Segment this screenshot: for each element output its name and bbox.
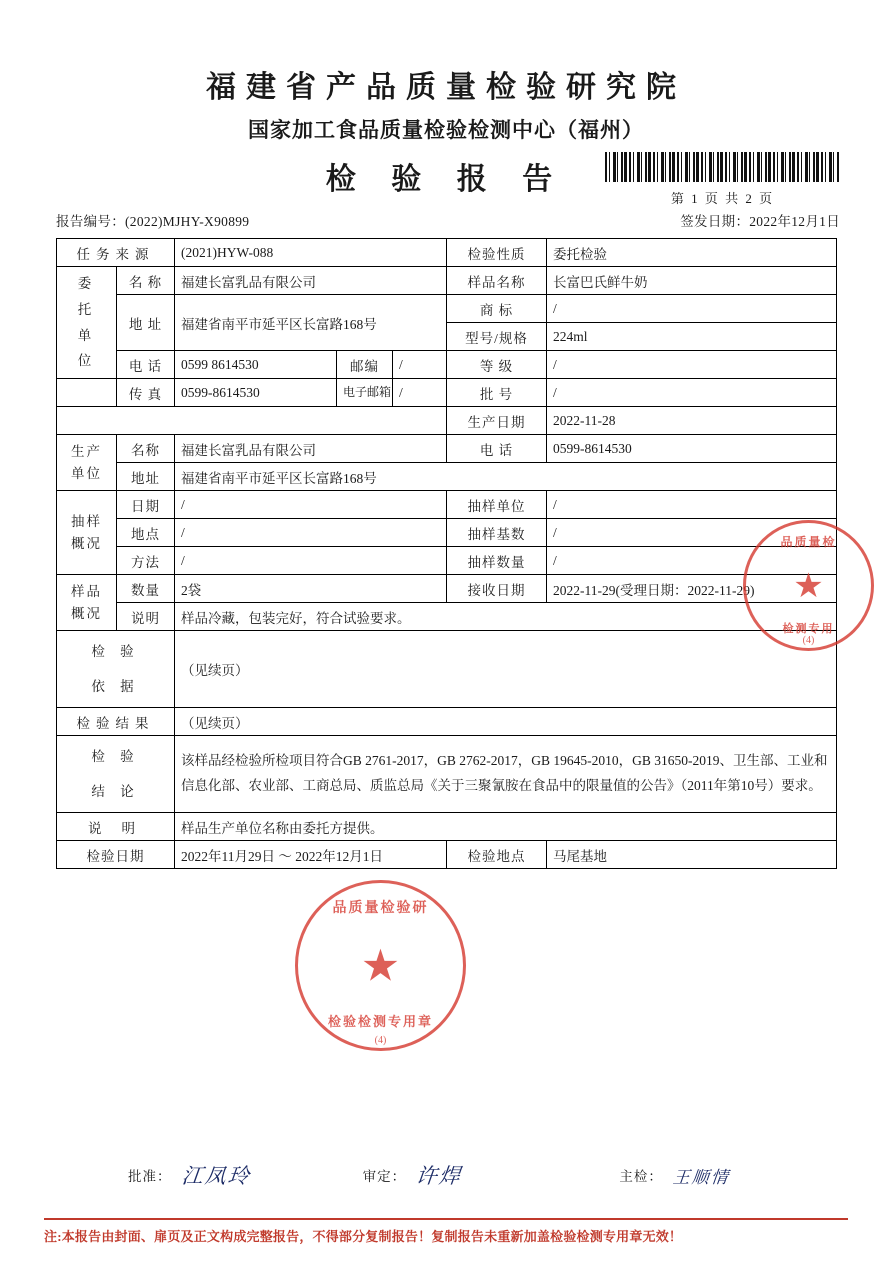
tr-basis bbox=[57, 631, 837, 708]
tr-client-address bbox=[57, 295, 837, 323]
page-number: 第 1 页 共 2 页 bbox=[670, 191, 775, 206]
value-sampling-date: / bbox=[175, 491, 447, 519]
tr-producer-addr bbox=[57, 463, 837, 491]
value-sampling-qty: / bbox=[547, 547, 837, 575]
label-sample-block: 样品 概况 bbox=[57, 575, 117, 631]
value-client-fax: 0599-8614530 bbox=[175, 379, 337, 407]
value-client-address: 福建省南平市延平区长富路168号 bbox=[175, 295, 447, 351]
value-client-email: / bbox=[393, 379, 447, 407]
label-result: 检验结果 bbox=[57, 708, 175, 736]
footer-note: 注:本报告由封面、扉页及正文构成完整报告，不得部分复制报告！复制报告未重新加盖检验检测专用章无效！ bbox=[44, 1229, 683, 1244]
value-inspect-place: 马尾基地 bbox=[547, 841, 837, 869]
star-icon-middle: ★ bbox=[360, 941, 401, 990]
signature-review bbox=[345, 1160, 580, 1190]
signature-approve-name: 江凤玲 bbox=[180, 1164, 252, 1188]
issue-date-label: 签发日期： bbox=[680, 214, 750, 229]
value-explain: 样品生产单位名称由委托方提供。 bbox=[175, 813, 837, 841]
value-sampling-method: / bbox=[175, 547, 447, 575]
tr-inspect-date bbox=[57, 841, 837, 869]
tr-sample-desc bbox=[57, 603, 837, 631]
label-receive-date: 接收日期 bbox=[447, 575, 547, 603]
label-client-block: 委 托 单 位 bbox=[57, 267, 117, 379]
label-client-fax: 传 真 bbox=[117, 379, 175, 407]
barcode-image bbox=[605, 152, 840, 182]
report-number bbox=[56, 210, 249, 230]
report-table-main bbox=[56, 238, 837, 869]
tr-producer-tel bbox=[57, 491, 837, 519]
value-sample-desc: 样品冷藏，包装完好，符合试验要求。 bbox=[175, 603, 837, 631]
value-conclusion: 该样品经检验所检项目符合GB 2761-2017，GB 2762-2017，GB 19645-2010，GB 31650-2019、卫生部、工业和信息化部、农业部、工商总局、质监总局《关于三聚氰胺在食品中的限量值的公告》（2011年第10号）要求。 bbox=[175, 736, 837, 813]
report-title: 检 验 报 告 bbox=[325, 163, 567, 196]
value-sample-name: 长富巴氏鲜牛奶 bbox=[547, 267, 837, 295]
value-inspect-type: 委托检验 bbox=[547, 239, 837, 267]
value-client-name: 福建长富乳品有限公司 bbox=[175, 267, 447, 295]
label-sample-name: 样品名称 bbox=[447, 267, 547, 295]
value-sampling-unit: / bbox=[547, 491, 837, 519]
value-sampling-place: / bbox=[175, 519, 447, 547]
label-sampling-place: 地点 bbox=[117, 519, 175, 547]
seal-mid-inner bbox=[298, 883, 463, 1048]
label-explain bbox=[57, 813, 175, 841]
label-client-address: 地 址 bbox=[117, 295, 175, 351]
label-brand: 商 标 bbox=[447, 295, 547, 323]
label-inspect-place: 检验地点 bbox=[447, 841, 547, 869]
value-prod-date-2: 2022-11-28 bbox=[547, 407, 837, 435]
value-batch: / bbox=[547, 379, 837, 407]
spacer-cell bbox=[57, 407, 447, 435]
footer-divider bbox=[44, 1218, 848, 1220]
label-sampling-unit: 抽样单位 bbox=[447, 491, 547, 519]
label-batch: 批 号 bbox=[447, 379, 547, 407]
tr-sample-qty bbox=[57, 575, 837, 603]
tr-conclusion bbox=[57, 736, 837, 813]
label-conclusion-line2: 结 论 bbox=[91, 784, 140, 800]
label-producer-block: 生产 单位 bbox=[57, 435, 117, 491]
label-explain-1: 说 bbox=[88, 820, 122, 836]
seal-mid-number: (4) bbox=[374, 1035, 387, 1046]
label-prod-date-2: 生产日期 bbox=[447, 407, 547, 435]
tr-client-fax bbox=[57, 379, 837, 407]
tr-explain bbox=[57, 813, 837, 841]
tr-task-source bbox=[57, 239, 837, 267]
label-sampling-base: 抽样基数 bbox=[447, 519, 547, 547]
label-basis-line2: 依 据 bbox=[91, 679, 140, 695]
label-task-source: 任务来源 bbox=[57, 239, 175, 267]
signature-inspector-name: 王顺情 bbox=[671, 1167, 731, 1187]
label-client-zip: 邮编 bbox=[337, 351, 393, 379]
seal-right-top-text: 品质量检 bbox=[780, 535, 837, 549]
label-sampling-block: 抽样 概况 bbox=[57, 491, 117, 575]
label-basis-line1: 检 验 bbox=[91, 644, 140, 659]
label-inspect-date: 检验日期 bbox=[57, 841, 175, 869]
value-producer-name: 福建长富乳品有限公司 bbox=[175, 435, 447, 463]
label-inspect-type: 检验性质 bbox=[447, 239, 547, 267]
label-client-tel: 电 话 bbox=[117, 351, 175, 379]
label-client-email: 电子邮箱 bbox=[337, 379, 393, 407]
tr-producer-name bbox=[57, 435, 837, 463]
report-number-value: (2022)MJHY-X90899 bbox=[125, 214, 250, 229]
star-icon: ★ bbox=[793, 567, 824, 605]
label-sampling-qty: 抽样数量 bbox=[447, 547, 547, 575]
value-client-tel: 0599 8614530 bbox=[175, 351, 337, 379]
value-client-zip: / bbox=[393, 351, 447, 379]
tr-client-name bbox=[57, 267, 837, 295]
tr-sampling-place bbox=[57, 519, 837, 547]
signature-inspector-label: 主检： bbox=[619, 1169, 663, 1184]
label-sampling-date: 日期 bbox=[117, 491, 175, 519]
tr-client-tel bbox=[57, 351, 837, 379]
signature-inspector bbox=[579, 1160, 836, 1190]
issue-date-value: 2022年12月1日 bbox=[749, 214, 840, 229]
seal-right-bottom-text: 检测专用 bbox=[782, 623, 835, 635]
label-client-block-bottom bbox=[57, 379, 117, 407]
seal-mid-top-text: 品质量检验研 bbox=[332, 901, 429, 916]
seal-right-number: (4) bbox=[802, 635, 815, 646]
label-sampling-method: 方法 bbox=[117, 547, 175, 575]
value-producer-tel: 0599-8614530 bbox=[547, 435, 837, 463]
label-grade: 等 级 bbox=[447, 351, 547, 379]
label-sample-desc: 说明 bbox=[117, 603, 175, 631]
signature-approve-label: 批准： bbox=[128, 1169, 172, 1184]
inspection-seal-middle bbox=[295, 880, 466, 1051]
value-model: 224ml bbox=[547, 323, 837, 351]
label-client-name: 名 称 bbox=[117, 267, 175, 295]
center-title: 国家加工食品质量检验检测中心（福州） bbox=[248, 118, 644, 142]
value-basis: （见续页） bbox=[175, 631, 837, 708]
organization-title: 福建省产品质量检验研究院 bbox=[206, 71, 686, 104]
value-sample-qty: 2袋 bbox=[175, 575, 447, 603]
tr-result bbox=[57, 708, 837, 736]
signature-review-name: 许焊 bbox=[414, 1164, 464, 1188]
tr-prod-date bbox=[57, 407, 837, 435]
value-result: （见续页） bbox=[175, 708, 837, 736]
report-meta bbox=[56, 210, 840, 230]
value-grade: / bbox=[547, 351, 837, 379]
label-producer-name: 名称 bbox=[117, 435, 175, 463]
seal-mid-bottom-text: 检验检测专用章 bbox=[327, 1014, 433, 1029]
label-conclusion-line1: 检 验 bbox=[91, 749, 140, 765]
label-explain-2: 明 bbox=[121, 820, 155, 836]
label-producer-addr: 地址 bbox=[117, 463, 175, 491]
signature-approve bbox=[56, 1160, 345, 1190]
value-producer-addr: 福建省南平市延平区长富路168号 bbox=[175, 463, 837, 491]
label-basis bbox=[57, 631, 175, 708]
label-producer-tel: 电 话 bbox=[447, 435, 547, 463]
barcode-block bbox=[605, 152, 840, 207]
label-model: 型号/规格 bbox=[447, 323, 547, 351]
signature-row bbox=[56, 1160, 836, 1190]
label-sample-qty: 数量 bbox=[117, 575, 175, 603]
value-inspect-date: 2022年11月29日 ～ 2022年12月1日 bbox=[175, 841, 447, 869]
value-brand: / bbox=[547, 295, 837, 323]
issue-date bbox=[680, 210, 840, 230]
value-receive-date: 2022-11-29(受理日期：2022-11-29) bbox=[547, 575, 837, 603]
value-sampling-base: / bbox=[547, 519, 837, 547]
label-conclusion bbox=[57, 736, 175, 813]
value-task-source: (2021)HYW-088 bbox=[175, 239, 447, 267]
signature-review-label: 审定： bbox=[362, 1169, 407, 1184]
tr-sampling-method bbox=[57, 547, 837, 575]
report-number-label: 报告编号： bbox=[56, 214, 125, 229]
